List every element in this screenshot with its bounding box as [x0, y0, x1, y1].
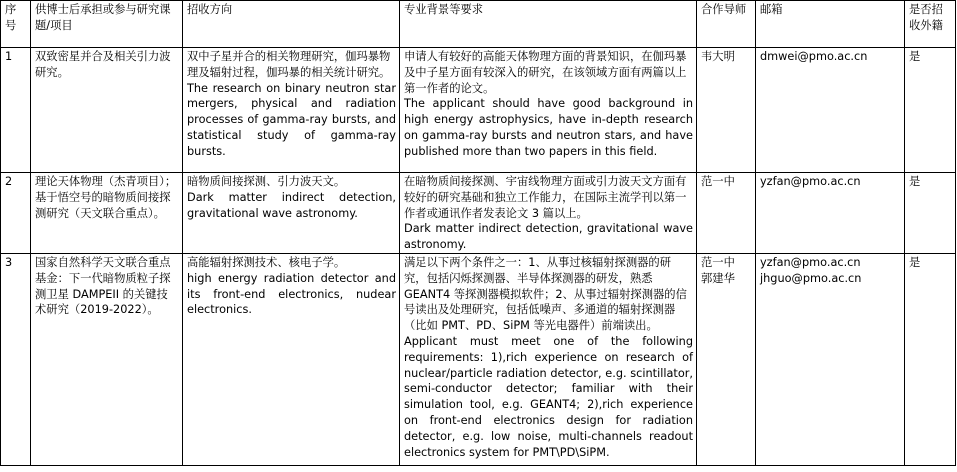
- direction-en: high energy radiation detector and its front-end electronics, nudear electronics.: [187, 271, 396, 317]
- table-row: [1, 253, 956, 465]
- header-requirements: 专业背景等要求: [400, 1, 697, 48]
- table-row: [1, 48, 956, 173]
- cell-overseas: 是: [905, 253, 956, 465]
- cell-index: 2: [1, 173, 31, 254]
- email-address: yzfan@pmo.ac.cn: [760, 255, 861, 269]
- cell-direction: [183, 48, 400, 173]
- requirements-zh: 满足以下两个条件之一：1、从事过核辐射探测器的研究，包括闪烁探测器、半导体探测器的研发，熟悉 GEANT4 等探测器模拟软件；2、从事过辐射探测器的信号读出及处理研究，包括低噪声、多通道的辐射探测器（比如 PMT、PD、SiPM 等光电器件）前端读出。: [404, 255, 687, 333]
- cell-overseas: 是: [905, 173, 956, 254]
- project-line: 理论天体物理（杰青项目）；: [35, 175, 177, 188]
- header-index: 序号: [1, 1, 31, 48]
- email-address: jhguo@pmo.ac.cn: [760, 271, 862, 285]
- advisor-name: 郭建华: [701, 271, 735, 285]
- header-row: [1, 1, 956, 48]
- cell-requirements: [400, 173, 697, 254]
- cell-index: 3: [1, 253, 31, 465]
- cell-email: [756, 253, 905, 465]
- direction-zh: 高能辐射探测技术、核电子学。: [187, 255, 346, 269]
- cell-requirements: [400, 253, 697, 465]
- cell-project: 双致密星并合及相关引力波研究。: [31, 48, 183, 173]
- header-project: 供博士后承担或参与研究课题/项目: [31, 1, 183, 48]
- requirements-zh: 在暗物质间接探测、宇宙线物理方面或引力波天文方面有较好的研究基础和独立工作能力，在国际主流学刊以第一作者或通讯作者发表论文 3 篇以上。: [404, 175, 687, 220]
- cell-email: [756, 48, 905, 173]
- project-line: 基于悟空号的暗物质间接探测研究（天文联合重点）。: [35, 190, 171, 220]
- cell-project: 国家自然科学天文联合重点基金：下一代暗物质粒子探测卫星 DAMPEII 的关键技术研究（2019-2022）。: [31, 253, 183, 465]
- header-email: 邮箱: [756, 1, 905, 48]
- cell-direction: [183, 253, 400, 465]
- cell-index: 1: [1, 48, 31, 173]
- advisor-name: 范一中: [701, 255, 735, 269]
- cell-project: [31, 173, 183, 254]
- email-address: dmwei@pmo.ac.cn: [760, 50, 868, 63]
- requirements-en: The applicant should have good background in high energy astrophysics, have in-depth research on gamma-ray bursts and neutron stars, and have published more than two papers in this field.: [404, 97, 693, 158]
- email-address: yzfan@pmo.ac.cn: [760, 175, 861, 188]
- header-overseas: 是否招收外籍: [905, 1, 956, 48]
- cell-advisor: [697, 253, 756, 465]
- cell-advisor: 范一中: [697, 173, 756, 254]
- requirements-zh: 申请人有较好的高能天体物理方面的背景知识，在伽玛暴及中子星方面有较深入的研究，在该领域方面有两篇以上第一作者的论文。: [404, 50, 687, 95]
- direction-zh: 暗物质间接探测、引力波天文。: [187, 175, 346, 188]
- table-row: [1, 173, 956, 254]
- cell-advisor: 韦大明: [697, 48, 756, 173]
- header-advisor: 合作导师: [697, 1, 756, 48]
- requirements-en: Applicant must meet one of the following requirements: 1),rich experience on research of nuclear/particle radiation detector, e.g. scintillator, semi-conductor detector; familiar with their simulation tool, e.g. GEANT4; 2),rich experience on front-end electronics design for radiation detector, e.g. low noise, multi-channels readout electronics system for PMT\PD\SiPM.: [404, 334, 693, 459]
- requirements-en: Dark matter indirect detection, gravitational wave astronomy.: [404, 222, 693, 252]
- direction-en: Dark matter indirect detection, gravitational wave astronomy.: [187, 190, 396, 220]
- cell-overseas: 是: [905, 48, 956, 173]
- cell-email: [756, 173, 905, 254]
- direction-zh: 双中子星并合的相关物理研究，伽玛暴物理及辐射过程，伽玛暴的相关统计研究。: [187, 50, 391, 79]
- cell-direction: [183, 173, 400, 254]
- cell-requirements: [400, 48, 697, 173]
- header-direction: 招收方向: [183, 1, 400, 48]
- direction-en: The research on binary neutron star mergers, physical and radiation processes of gamma-ray bursts, and statistical study of gamma-ray bursts.: [187, 81, 396, 158]
